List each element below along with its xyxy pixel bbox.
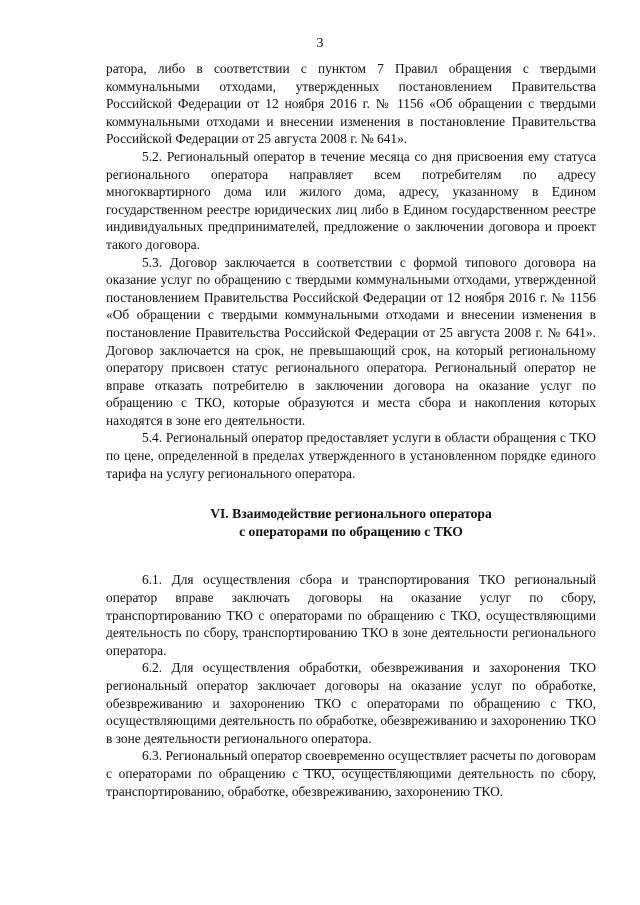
paragraph-6-2: 6.2. Для осуществления обработки, обезвреживания и захоронения ТКО региональный оператор заключает договоры на оказание услуг по обработке, обезвреживанию и захоронению ТКО с операторами по обращению с ТКО, осуществляющими деятельность по обработке, обезвреживанию и захоронению ТКО в зоне деятельности регионального оператора. (106, 660, 596, 746)
paragraph-5-3: 5.3. Договор заключается в соответствии с формой типового договора на оказание услуг по обращению с твердыми коммунальными отходами, утвержденной постановлением Правительства Российской Федерации от 12 ноября 2016 г. № 1156 «Об обращении с твердыми коммунальными отходами и внесении изменения в постановление Правительства Российской Федерации от 25 августа 2008 г. № 641». Договор заключается на срок, не превышающий срок, на который региональному оператору присвоен статус регионального оператора. Региональный оператор не вправе отказать потребителю в заключении договора на оказание услуг по обращению с ТКО, которые образуются и места сбора и накопления которых находятся в зоне его деятельности. (106, 254, 596, 428)
end-divider-line (303, 769, 396, 770)
paragraph-5-2: 5.2. Региональный оператор в течение месяца со дня присвоения ему статуса регионального оператора направляет всем потребителям по адресу многоквартирного дома или жилого дома, адресу, указанному в Едином государственном реестре юридических лиц либо в Едином государственном реестре индивидуальных предпринимателей, предложение о заключении договора и проект такого договора. (106, 148, 596, 252)
paragraph-5-4: 5.4. Региональный оператор предоставляет услуги в области обращения с ТКО по цене, определенной в пределах утвержденного в установленном порядке единого тарифа на услугу регионального оператора. (106, 430, 596, 481)
section-heading (106, 505, 596, 540)
page-number: 3 (316, 36, 324, 51)
paragraph-6-1: 6.1. Для осуществления сбора и транспортирования ТКО региональный оператор вправе заключать договоры на оказание услуг по сбору, транспортированию ТКО с операторами по обращению с ТКО, осуществляющими деятельность по сбору, транспортированию ТКО в зоне деятельности регионального оператора. (106, 572, 596, 658)
paragraph-continuation: ратора, либо в соответствии с пунктом 7 Правил обращения с твердыми коммунальными отходами, утвержденных постановлением Правительства Российской Федерации от 12 ноября 2016 г. № 1156 «Об обращении с твердыми коммунальными отходами и внесении изменения в постановление Правительства Российской Федерации от 25 августа 2008 г. № 641». (106, 61, 596, 147)
section-heading-line-2: с операторами по обращению с ТКО (239, 523, 463, 539)
section-heading-line-1: VI. Взаимодействие регионального оператора (210, 506, 492, 522)
document-body (106, 60, 596, 800)
paragraph-6-3: 6.3. Региональный оператор своевременно осуществляет расчеты по договорам с операторами по обращению с ТКО, осуществляющими деятельность по сбору, транспортированию, обработке, обезвреживанию, захоронению ТКО. (106, 748, 596, 799)
